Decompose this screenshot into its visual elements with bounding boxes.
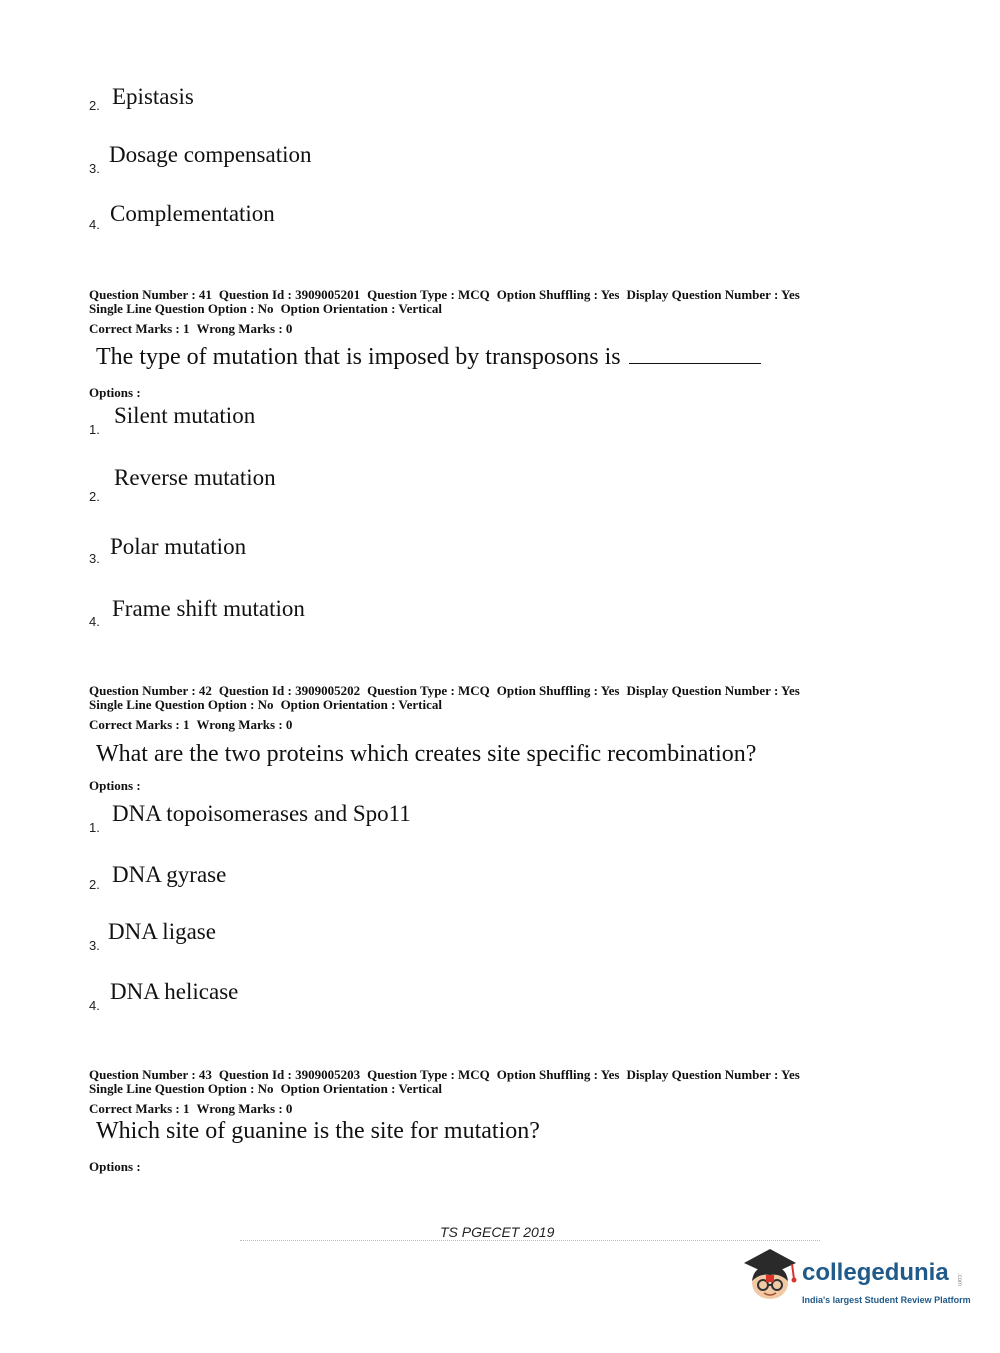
option-text: Silent mutation	[114, 403, 256, 428]
meta-question-id: Question Id : 3909005201	[218, 287, 361, 302]
correct-marks: Correct Marks : 1	[89, 1101, 190, 1116]
option-number: 2.	[89, 877, 100, 892]
meta-question-type: Question Type : MCQ	[367, 683, 490, 698]
question-text	[96, 344, 761, 371]
wrong-marks: Wrong Marks : 0	[196, 717, 293, 732]
option-text: Dosage compensation	[109, 142, 312, 167]
question-meta-line2	[89, 1082, 449, 1096]
meta-orientation: Option Orientation : Vertical	[280, 697, 442, 712]
options-label: Options :	[89, 778, 141, 793]
option-text: DNA topoisomerases and Spo11	[112, 801, 411, 826]
meta-single-line: Single Line Question Option : No	[89, 1081, 274, 1096]
logo-suffix: .com	[956, 1273, 962, 1287]
meta-question-type: Question Type : MCQ	[367, 1067, 490, 1082]
option-number: 4.	[89, 217, 100, 232]
option-text: Complementation	[110, 201, 275, 226]
wrong-marks: Wrong Marks : 0	[196, 1101, 293, 1116]
meta-option-shuffling: Option Shuffling : Yes	[496, 1067, 620, 1082]
option-text: Epistasis	[112, 84, 194, 109]
meta-option-shuffling: Option Shuffling : Yes	[496, 683, 620, 698]
meta-question-id: Question Id : 3909005202	[218, 683, 361, 698]
meta-single-line: Single Line Question Option : No	[89, 697, 274, 712]
question-text-content: The type of mutation that is imposed by transposons is	[96, 344, 621, 370]
option-text: Reverse mutation	[114, 465, 276, 490]
answer-blank	[629, 345, 761, 364]
question-meta-line2	[89, 698, 449, 712]
question-text: What are the two proteins which creates site specific recombination?	[96, 741, 757, 767]
meta-orientation: Option Orientation : Vertical	[280, 301, 442, 316]
meta-option-shuffling: Option Shuffling : Yes	[496, 287, 620, 302]
mascot-graduation-icon	[740, 1247, 800, 1309]
meta-question-number: Question Number : 43	[89, 1067, 212, 1082]
option-number: 1.	[89, 820, 100, 835]
exam-footer-label: TS PGECET 2019	[440, 1224, 555, 1240]
question-marks	[89, 718, 299, 732]
option-text: DNA ligase	[108, 919, 216, 944]
option-number: 4.	[89, 614, 100, 629]
option-number: 1.	[89, 422, 100, 437]
question-meta-line1	[89, 684, 807, 698]
question-meta-line1	[89, 288, 807, 302]
option-text: DNA helicase	[110, 979, 239, 1004]
meta-question-number: Question Number : 42	[89, 683, 212, 698]
options-label: Options :	[89, 1159, 141, 1174]
meta-question-number: Question Number : 41	[89, 287, 212, 302]
option-number: 2.	[89, 98, 100, 113]
meta-question-type: Question Type : MCQ	[367, 287, 490, 302]
option-number: 3.	[89, 551, 100, 566]
meta-display-number: Display Question Number : Yes	[626, 1067, 800, 1082]
question-meta-line1	[89, 1068, 807, 1082]
option-number: 4.	[89, 998, 100, 1013]
logo-tagline: India's largest Student Review Platform	[802, 1295, 971, 1305]
meta-question-id: Question Id : 3909005203	[218, 1067, 361, 1082]
correct-marks: Correct Marks : 1	[89, 321, 190, 336]
question-marks	[89, 1102, 299, 1116]
option-number: 2.	[89, 489, 100, 504]
option-number: 3.	[89, 938, 100, 953]
option-number: 3.	[89, 161, 100, 176]
option-text: Polar mutation	[110, 534, 247, 559]
collegedunia-logo	[740, 1247, 970, 1317]
meta-display-number: Display Question Number : Yes	[626, 683, 800, 698]
option-text: Frame shift mutation	[112, 596, 305, 621]
meta-single-line: Single Line Question Option : No	[89, 301, 274, 316]
option-text: DNA gyrase	[112, 862, 227, 887]
meta-orientation: Option Orientation : Vertical	[280, 1081, 442, 1096]
footer-divider	[240, 1240, 820, 1245]
wrong-marks: Wrong Marks : 0	[196, 321, 293, 336]
options-label: Options :	[89, 385, 141, 400]
question-meta-line2	[89, 302, 449, 316]
meta-display-number: Display Question Number : Yes	[626, 287, 800, 302]
correct-marks: Correct Marks : 1	[89, 717, 190, 732]
question-text: Which site of guanine is the site for mutation?	[96, 1118, 540, 1144]
question-marks	[89, 322, 299, 336]
logo-wordmark: collegedunia	[802, 1259, 949, 1286]
